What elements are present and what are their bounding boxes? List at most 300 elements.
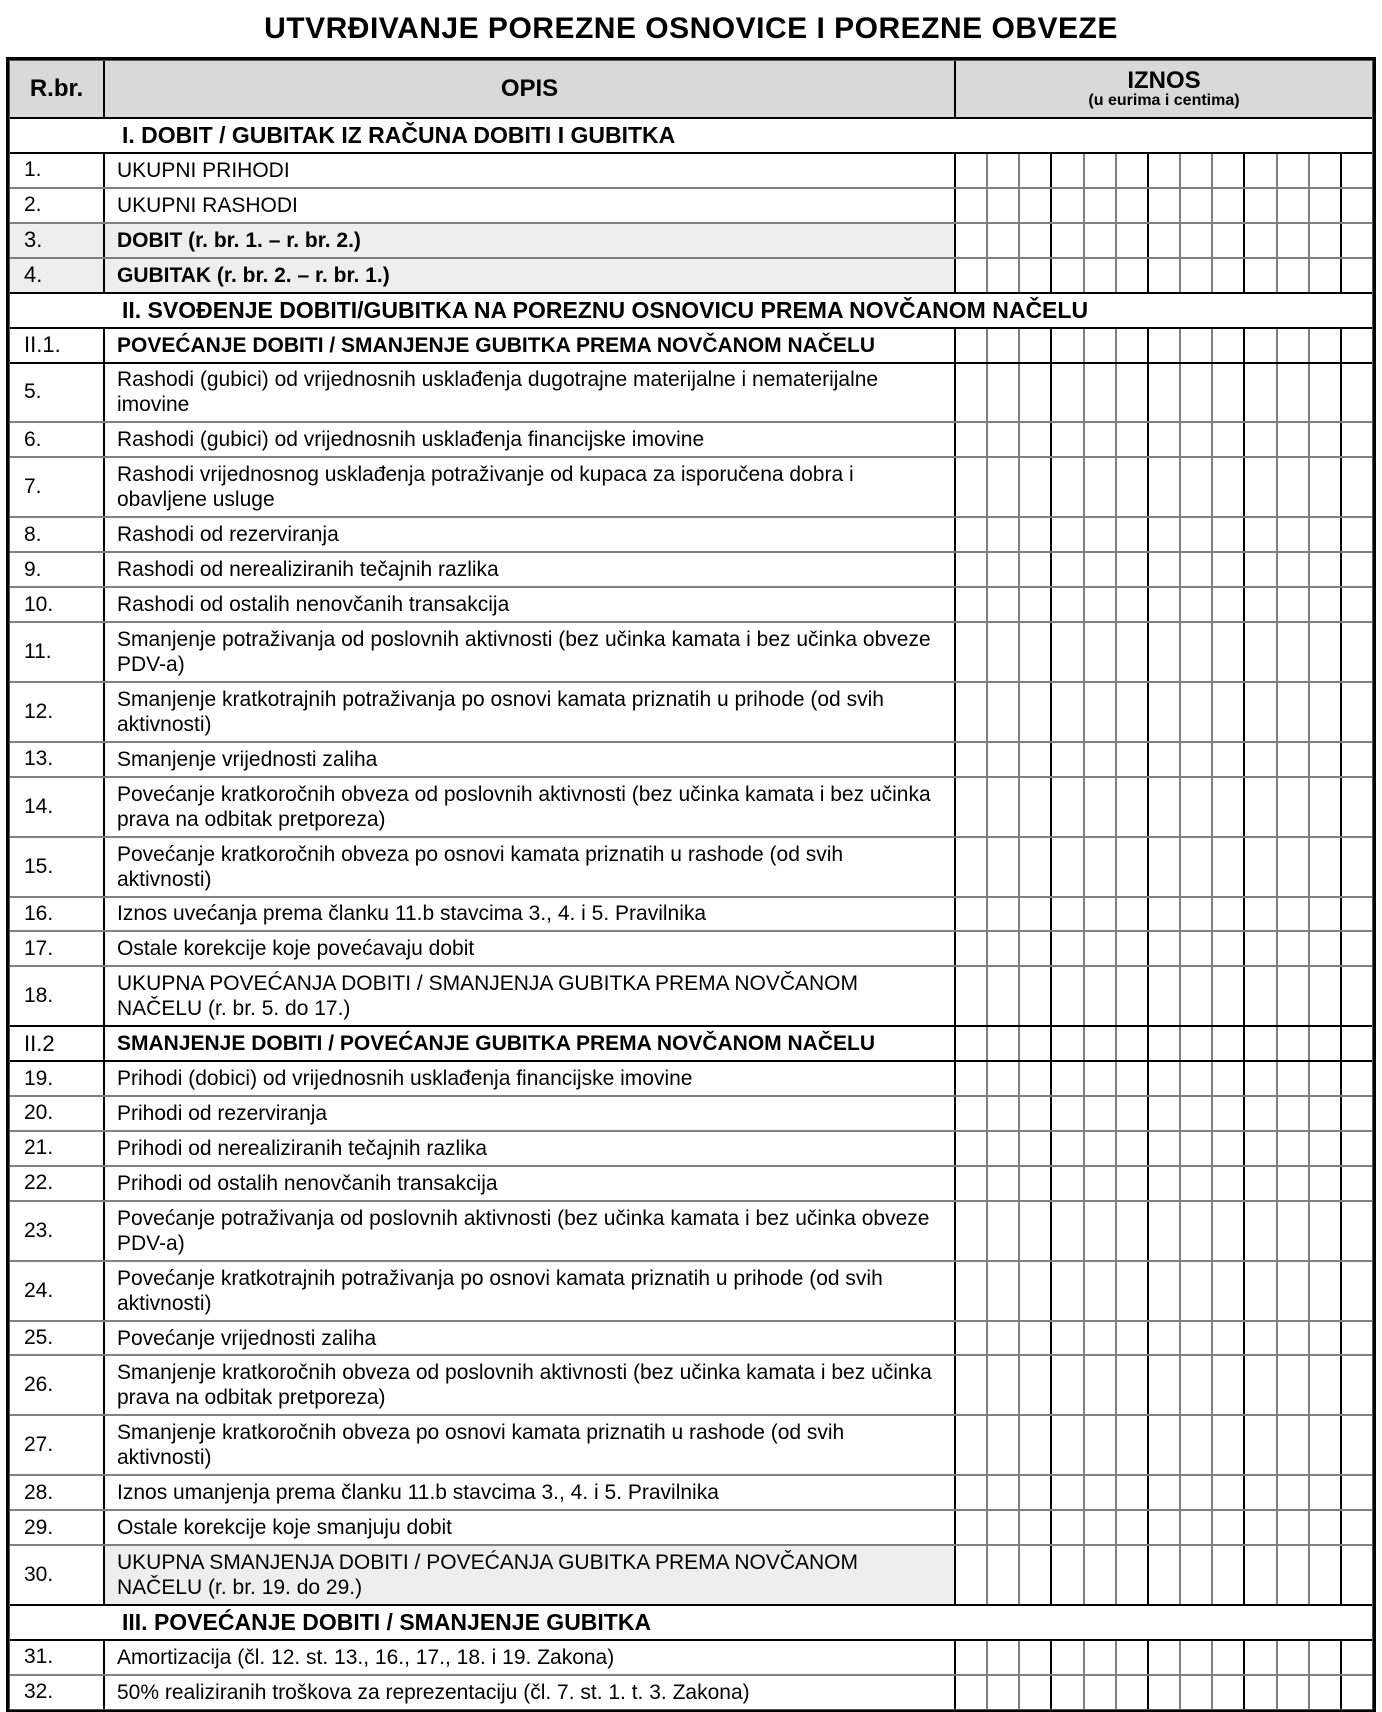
row-description: Rashodi (gubici) od vrijednosnih usklađenja financijske imovine — [105, 423, 956, 456]
digit-box — [1243, 967, 1275, 1025]
digit-box — [1276, 224, 1308, 257]
amount-boxes — [956, 259, 1372, 292]
digit-box — [1340, 553, 1372, 586]
digit-box — [1083, 1322, 1115, 1355]
digit-box — [1211, 1476, 1243, 1509]
digit-box — [1308, 364, 1340, 422]
row-number: 29. — [10, 1511, 105, 1544]
digit-box — [1050, 364, 1082, 422]
digit-box — [1308, 1262, 1340, 1320]
digit-box — [1050, 154, 1082, 187]
digit-box — [1308, 518, 1340, 551]
digit-box — [1050, 1641, 1082, 1674]
digit-box — [1179, 189, 1211, 222]
digit-box — [1276, 778, 1308, 836]
table-row — [10, 1474, 1372, 1509]
table-row — [10, 776, 1372, 836]
digit-box — [1340, 967, 1372, 1025]
row-description: DOBIT (r. br. 1. – r. br. 2.) — [105, 224, 956, 257]
digit-box — [1083, 553, 1115, 586]
row-description: SMANJENJE DOBITI / POVEĆANJE GUBITKA PREMA NOVČANOM NAČELU — [105, 1027, 956, 1060]
digit-box — [1018, 778, 1050, 836]
digit-box — [956, 458, 986, 516]
digit-box — [1147, 364, 1179, 422]
digit-box — [986, 588, 1018, 621]
amount-boxes — [956, 329, 1372, 362]
digit-box — [1340, 1546, 1372, 1604]
digit-box — [1018, 1262, 1050, 1320]
digit-box — [1179, 154, 1211, 187]
digit-box — [1050, 1356, 1082, 1414]
digit-box — [1243, 1546, 1275, 1604]
digit-box — [1115, 683, 1147, 741]
digit-box — [1276, 1097, 1308, 1130]
digit-box — [1050, 553, 1082, 586]
digit-box — [1276, 553, 1308, 586]
digit-box — [1147, 1167, 1179, 1200]
row-number: 11. — [10, 623, 105, 681]
amount-boxes — [956, 1262, 1372, 1320]
table-row — [10, 930, 1372, 965]
digit-box — [1308, 259, 1340, 292]
digit-box — [1050, 778, 1082, 836]
digit-box — [1211, 1262, 1243, 1320]
header-rbr: R.br. — [10, 61, 105, 117]
digit-box — [1018, 1476, 1050, 1509]
digit-box — [1083, 458, 1115, 516]
row-number: 10. — [10, 588, 105, 621]
digit-box — [1211, 1641, 1243, 1674]
digit-box — [1276, 1511, 1308, 1544]
table-row — [10, 187, 1372, 222]
digit-box — [1308, 553, 1340, 586]
amount-boxes — [956, 1132, 1372, 1165]
row-description: Smanjenje vrijednosti zaliha — [105, 743, 956, 776]
row-number: 21. — [10, 1132, 105, 1165]
digit-box — [1147, 423, 1179, 456]
digit-box — [1276, 518, 1308, 551]
digit-box — [1018, 224, 1050, 257]
digit-box — [1308, 1546, 1340, 1604]
digit-box — [1243, 1167, 1275, 1200]
digit-box — [1340, 1476, 1372, 1509]
digit-box — [1243, 1132, 1275, 1165]
digit-box — [1243, 423, 1275, 456]
digit-box — [1276, 1062, 1308, 1095]
digit-box — [1018, 1132, 1050, 1165]
table-row — [10, 327, 1372, 362]
digit-box — [1083, 1062, 1115, 1095]
row-description: UKUPNI PRIHODI — [105, 154, 956, 187]
digit-box — [1115, 1322, 1147, 1355]
row-description: Iznos uvećanja prema članku 11.b stavcima 3., 4. i 5. Pravilnika — [105, 898, 956, 931]
digit-box — [1050, 1202, 1082, 1260]
row-number: 16. — [10, 898, 105, 931]
digit-box — [1243, 838, 1275, 896]
digit-box — [986, 1416, 1018, 1474]
digit-box — [1050, 1322, 1082, 1355]
digit-box — [1308, 423, 1340, 456]
digit-box — [1340, 154, 1372, 187]
digit-box — [1340, 329, 1372, 362]
digit-box — [1340, 189, 1372, 222]
digit-box — [1115, 1356, 1147, 1414]
digit-box — [1308, 1322, 1340, 1355]
amount-boxes — [956, 1027, 1372, 1060]
row-description: Rashodi vrijednosnog usklađenja potraživanje od kupaca za isporučena dobra i obavljene usluge — [105, 458, 956, 516]
digit-box — [1147, 224, 1179, 257]
digit-box — [1276, 588, 1308, 621]
amount-boxes — [956, 1097, 1372, 1130]
digit-box — [1050, 1262, 1082, 1320]
digit-box — [1018, 1416, 1050, 1474]
digit-box — [1147, 1202, 1179, 1260]
digit-box — [986, 967, 1018, 1025]
digit-box — [1179, 967, 1211, 1025]
digit-box — [1340, 838, 1372, 896]
digit-box — [956, 553, 986, 586]
digit-box — [1083, 329, 1115, 362]
digit-box — [1243, 743, 1275, 776]
digit-box — [1276, 1167, 1308, 1200]
digit-box — [1276, 154, 1308, 187]
form-title: UTVRĐIVANJE POREZNE OSNOVICE I POREZNE OBVEZE — [264, 12, 1118, 45]
digit-box — [1018, 967, 1050, 1025]
row-number: 2. — [10, 189, 105, 222]
digit-box — [1147, 1641, 1179, 1674]
table-row — [10, 152, 1372, 187]
digit-box — [1018, 1356, 1050, 1414]
amount-boxes — [956, 423, 1372, 456]
digit-box — [1243, 778, 1275, 836]
digit-box — [1115, 518, 1147, 551]
digit-box — [1308, 458, 1340, 516]
digit-box — [1308, 1511, 1340, 1544]
digit-box — [1083, 259, 1115, 292]
digit-box — [1147, 898, 1179, 931]
digit-box — [1083, 898, 1115, 931]
digit-box — [1243, 1416, 1275, 1474]
digit-box — [1115, 423, 1147, 456]
digit-box — [1243, 932, 1275, 965]
row-number: 6. — [10, 423, 105, 456]
digit-box — [1276, 967, 1308, 1025]
digit-box — [956, 1511, 986, 1544]
digit-box — [1243, 1202, 1275, 1260]
row-description: UKUPNA POVEĆANJA DOBITI / SMANJENJA GUBITKA PREMA NOVČANOM NAČELU (r. br. 5. do 17.) — [105, 967, 956, 1025]
amount-boxes — [956, 898, 1372, 931]
digit-box — [956, 1097, 986, 1130]
digit-box — [1115, 1062, 1147, 1095]
digit-box — [1179, 1676, 1211, 1709]
table-row — [10, 1544, 1372, 1604]
digit-box — [1018, 683, 1050, 741]
digit-box — [1211, 423, 1243, 456]
digit-box — [1050, 838, 1082, 896]
digit-box — [1083, 1262, 1115, 1320]
digit-box — [1083, 743, 1115, 776]
amount-boxes — [956, 189, 1372, 222]
digit-box — [1147, 189, 1179, 222]
digit-box — [1308, 623, 1340, 681]
digit-box — [1211, 189, 1243, 222]
digit-box — [1115, 1097, 1147, 1130]
digit-box — [1115, 778, 1147, 836]
digit-box — [986, 1167, 1018, 1200]
digit-box — [1340, 518, 1372, 551]
digit-box — [1179, 423, 1211, 456]
digit-box — [1018, 364, 1050, 422]
digit-box — [1018, 423, 1050, 456]
digit-box — [956, 1476, 986, 1509]
digit-box — [956, 154, 986, 187]
header-iznos-subtitle: (u eurima i centima) — [1088, 92, 1240, 110]
digit-box — [1276, 458, 1308, 516]
digit-box — [1211, 1356, 1243, 1414]
digit-box — [1115, 154, 1147, 187]
digit-box — [986, 224, 1018, 257]
digit-box — [1179, 1167, 1211, 1200]
digit-box — [956, 224, 986, 257]
table-row — [10, 1200, 1372, 1260]
digit-box — [1083, 967, 1115, 1025]
digit-box — [1340, 1097, 1372, 1130]
digit-box — [1211, 1132, 1243, 1165]
digit-box — [1340, 259, 1372, 292]
digit-box — [986, 932, 1018, 965]
digit-box — [1243, 898, 1275, 931]
row-number: 25. — [10, 1322, 105, 1355]
digit-box — [1211, 518, 1243, 551]
digit-box — [1018, 743, 1050, 776]
digit-box — [1147, 683, 1179, 741]
digit-box — [1115, 588, 1147, 621]
digit-box — [1147, 1511, 1179, 1544]
digit-box — [1147, 1097, 1179, 1130]
digit-box — [1018, 1202, 1050, 1260]
digit-box — [1179, 1027, 1211, 1060]
digit-box — [1276, 683, 1308, 741]
digit-box — [1050, 967, 1082, 1025]
digit-box — [1211, 154, 1243, 187]
digit-box — [1276, 189, 1308, 222]
digit-box — [1340, 683, 1372, 741]
digit-box — [1340, 1356, 1372, 1414]
digit-box — [986, 743, 1018, 776]
row-description: Prihodi od rezerviranja — [105, 1097, 956, 1130]
table-row — [10, 836, 1372, 896]
digit-box — [1147, 838, 1179, 896]
amount-boxes — [956, 1416, 1372, 1474]
digit-box — [1018, 458, 1050, 516]
digit-box — [1115, 1202, 1147, 1260]
digit-box — [1243, 518, 1275, 551]
digit-box — [1243, 1027, 1275, 1060]
digit-box — [1050, 1416, 1082, 1474]
digit-box — [956, 1416, 986, 1474]
amount-boxes — [956, 1356, 1372, 1414]
amount-boxes — [956, 838, 1372, 896]
digit-box — [1179, 1062, 1211, 1095]
row-number: 1. — [10, 154, 105, 187]
table-row — [10, 1060, 1372, 1095]
digit-box — [1147, 1132, 1179, 1165]
amount-boxes — [956, 1202, 1372, 1260]
digit-box — [1276, 898, 1308, 931]
row-description: Rashodi od nerealiziranih tečajnih razlika — [105, 553, 956, 586]
row-description: Povećanje kratkoročnih obveza od poslovnih aktivnosti (bez učinka kamata i bez učinka prava na odbitak pretporeza) — [105, 778, 956, 836]
digit-box — [1050, 898, 1082, 931]
row-description: Amortizacija (čl. 12. st. 13., 16., 17., 18. i 19. Zakona) — [105, 1641, 956, 1674]
section-label: II. SVOĐENJE DOBITI/GUBITKA NA POREZNU OSNOVICU PREMA NOVČANOM NAČELU — [122, 296, 1089, 323]
amount-boxes — [956, 1167, 1372, 1200]
digit-box — [1243, 189, 1275, 222]
table-row — [10, 1095, 1372, 1130]
digit-box — [1211, 1027, 1243, 1060]
digit-box — [1083, 588, 1115, 621]
digit-box — [1179, 1322, 1211, 1355]
row-description: Iznos umanjenja prema članku 11.b stavcima 3., 4. i 5. Pravilnika — [105, 1476, 956, 1509]
tax-table — [9, 60, 1373, 1710]
digit-box — [1147, 518, 1179, 551]
digit-box — [1340, 1262, 1372, 1320]
digit-box — [986, 1132, 1018, 1165]
digit-box — [1115, 458, 1147, 516]
digit-box — [1308, 1416, 1340, 1474]
digit-box — [1276, 1641, 1308, 1674]
digit-box — [1147, 743, 1179, 776]
digit-box — [1243, 1356, 1275, 1414]
row-description: Rashodi (gubici) od vrijednosnih usklađenja dugotrajne materijalne i nematerijalne imovine — [105, 364, 956, 422]
digit-box — [956, 1262, 986, 1320]
row-number: 3. — [10, 224, 105, 257]
digit-box — [1211, 1167, 1243, 1200]
digit-box — [1308, 1676, 1340, 1709]
digit-box — [1115, 1416, 1147, 1474]
amount-boxes — [956, 623, 1372, 681]
digit-box — [1179, 778, 1211, 836]
row-number: 22. — [10, 1167, 105, 1200]
digit-box — [986, 189, 1018, 222]
digit-box — [1340, 423, 1372, 456]
digit-box — [1308, 743, 1340, 776]
digit-box — [956, 1062, 986, 1095]
digit-box — [1050, 743, 1082, 776]
digit-box — [1018, 329, 1050, 362]
digit-box — [1050, 1132, 1082, 1165]
digit-box — [1179, 1097, 1211, 1130]
digit-box — [1050, 1676, 1082, 1709]
digit-box — [956, 1167, 986, 1200]
amount-boxes — [956, 154, 1372, 187]
row-description: UKUPNA SMANJENJA DOBITI / POVEĆANJA GUBITKA PREMA NOVČANOM NAČELU (r. br. 19. do 29.) — [105, 1546, 956, 1604]
digit-box — [1083, 1476, 1115, 1509]
row-number: 26. — [10, 1356, 105, 1414]
digit-box — [1050, 1511, 1082, 1544]
digit-box — [1179, 224, 1211, 257]
row-number: 28. — [10, 1476, 105, 1509]
digit-box — [986, 259, 1018, 292]
digit-box — [1083, 189, 1115, 222]
digit-box — [1050, 1027, 1082, 1060]
digit-box — [1340, 1167, 1372, 1200]
amount-boxes — [956, 518, 1372, 551]
digit-box — [1276, 1476, 1308, 1509]
amount-boxes — [956, 967, 1372, 1025]
digit-box — [956, 1676, 986, 1709]
row-description: Povećanje potraživanja od poslovnih aktivnosti (bez učinka kamata i bez učinka obveze PDV-a) — [105, 1202, 956, 1260]
digit-box — [1243, 683, 1275, 741]
row-number: 27. — [10, 1416, 105, 1474]
digit-box — [1276, 423, 1308, 456]
digit-box — [1340, 1676, 1372, 1709]
digit-box — [1211, 1511, 1243, 1544]
row-number: 24. — [10, 1262, 105, 1320]
table-row — [10, 1025, 1372, 1060]
digit-box — [1211, 1322, 1243, 1355]
digit-box — [1179, 683, 1211, 741]
digit-box — [1308, 1132, 1340, 1165]
digit-box — [1211, 364, 1243, 422]
digit-box — [1083, 1132, 1115, 1165]
digit-box — [1211, 623, 1243, 681]
table-row — [10, 1165, 1372, 1200]
digit-box — [1018, 1322, 1050, 1355]
digit-box — [1083, 683, 1115, 741]
digit-box — [1018, 1546, 1050, 1604]
row-description: 50% realiziranih troškova za reprezentaciju (čl. 7. st. 1. t. 3. Zakona) — [105, 1676, 956, 1709]
digit-box — [1179, 259, 1211, 292]
digit-box — [1211, 1097, 1243, 1130]
digit-box — [1083, 1546, 1115, 1604]
table-row — [10, 222, 1372, 257]
digit-box — [1276, 329, 1308, 362]
digit-box — [1340, 932, 1372, 965]
digit-box — [1211, 898, 1243, 931]
table-row — [10, 896, 1372, 931]
section-label: III. POVEĆANJE DOBITI / SMANJENJE GUBITKA — [122, 1609, 652, 1635]
row-number: II.1. — [10, 329, 105, 362]
digit-box — [1211, 683, 1243, 741]
row-number: II.2 — [10, 1027, 105, 1060]
digit-box — [1211, 932, 1243, 965]
digit-box — [956, 1027, 986, 1060]
row-number: 14. — [10, 778, 105, 836]
digit-box — [1308, 1641, 1340, 1674]
table-row — [10, 362, 1372, 422]
digit-box — [1050, 224, 1082, 257]
digit-box — [1147, 1262, 1179, 1320]
digit-box — [1179, 898, 1211, 931]
digit-box — [1147, 1356, 1179, 1414]
digit-box — [1179, 1641, 1211, 1674]
digit-box — [1276, 1132, 1308, 1165]
digit-box — [1340, 1641, 1372, 1674]
row-number: 23. — [10, 1202, 105, 1260]
digit-box — [1308, 967, 1340, 1025]
digit-box — [1340, 588, 1372, 621]
digit-box — [1211, 1546, 1243, 1604]
digit-box — [1115, 743, 1147, 776]
table-row — [10, 1639, 1372, 1674]
digit-box — [1050, 1546, 1082, 1604]
digit-box — [1147, 259, 1179, 292]
section-label: I. DOBIT / GUBITAK IZ RAČUNA DOBITI I GUBITKA — [122, 122, 676, 148]
digit-box — [1147, 967, 1179, 1025]
row-number: 32. — [10, 1676, 105, 1709]
table-row — [10, 1130, 1372, 1165]
row-number: 31. — [10, 1641, 105, 1674]
